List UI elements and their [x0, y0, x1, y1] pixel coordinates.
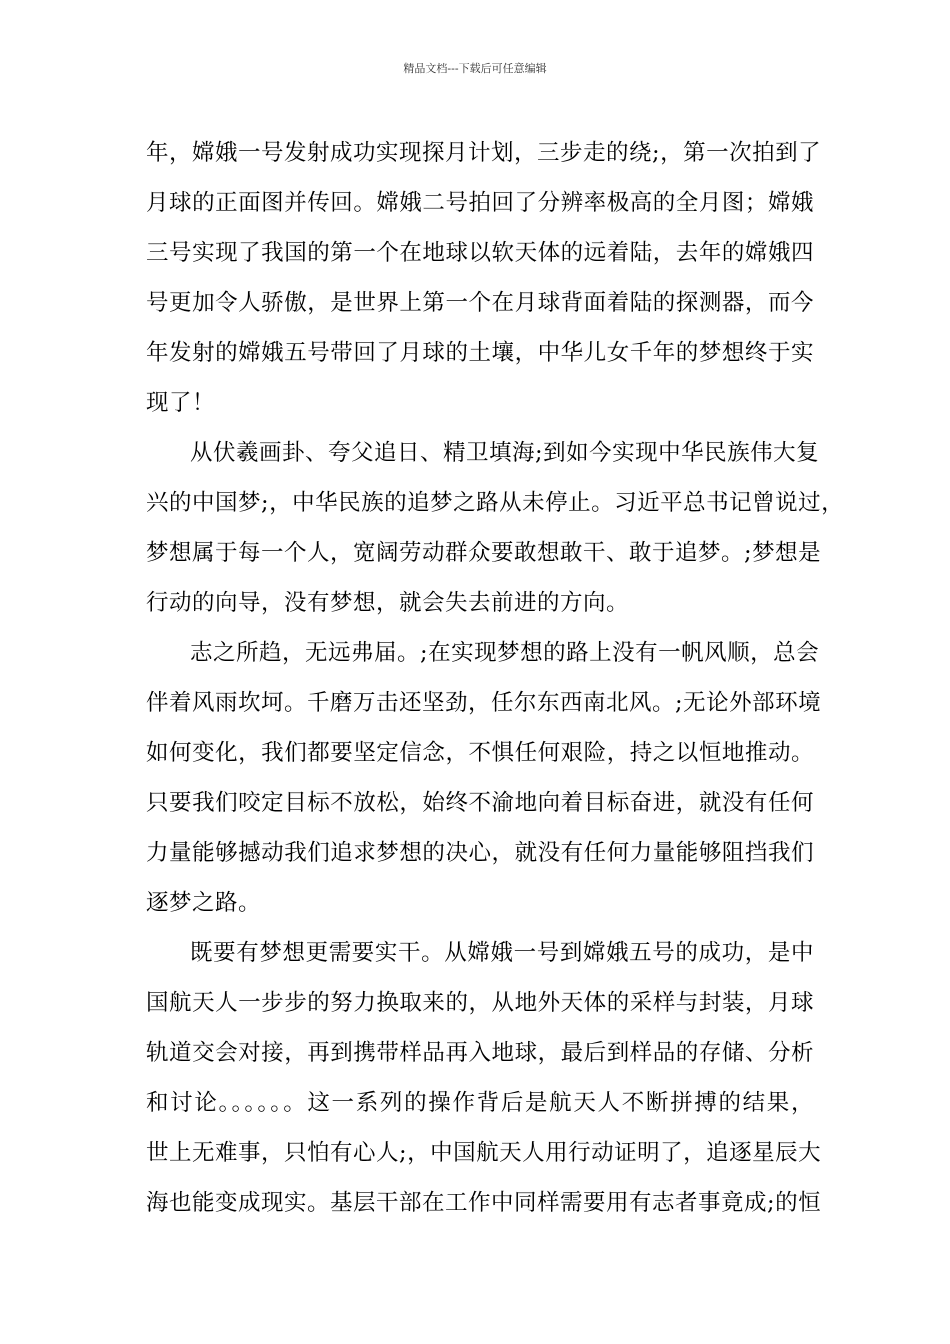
body-text	[146, 128, 845, 1228]
text-line: 号更加令人骄傲，是世界上第一个在月球背面着陆的探测器，而今	[146, 290, 814, 316]
text-line: 志之所趋，无远弗届。;在实现梦想的路上没有一帆风顺，总会	[190, 640, 820, 666]
text-line: 力量能够撼动我们追求梦想的决心，就没有任何力量能够阻挡我们	[146, 840, 814, 866]
text-line: 梦想属于每一个人，宽阔劳动群众要敢想敢干、敢于追梦。;梦想是	[146, 540, 822, 566]
text-line: 只要我们咬定目标不放松，始终不渝地向着目标奋进，就没有任何	[146, 790, 814, 816]
text-line: 既要有梦想更需要实干。从嫦娥一号到嫦娥五号的成功，是中	[190, 940, 814, 966]
text-line: 如何变化，我们都要坚定信念，不惧任何艰险，持之以恒地推动。	[146, 740, 814, 766]
text-line: 行动的向导，没有梦想，就会失去前进的方向。	[146, 590, 630, 616]
text-line: 年发射的嫦娥五号带回了月球的土壤，中华儿女千年的梦想终于实	[146, 340, 814, 366]
text-line: 轨道交会对接，再到携带样品再入地球，最后到样品的存储、分析	[146, 1040, 814, 1066]
text-line: 海也能变成现实。基层干部在工作中同样需要用有志者事竟成;的恒	[146, 1190, 822, 1216]
text-line: 年，嫦娥一号发射成功实现探月计划，三步走的绕;，第一次拍到了	[146, 140, 822, 166]
text-line: 三号实现了我国的第一个在地球以软天体的远着陆，去年的嫦娥四	[146, 240, 814, 266]
text-line: 现了！	[146, 390, 216, 416]
text-line: 月球的正面图并传回。嫦娥二号拍回了分辨率极高的全月图；嫦娥	[146, 190, 814, 216]
text-line: 从伏羲画卦、夸父追日、精卫填海;到如今实现中华民族伟大复	[190, 440, 820, 466]
text-line: 逐梦之路。	[146, 890, 262, 916]
text-line: 伴着风雨坎坷。千磨万击还坚劲，任尔东西南北风。;无论外部环境	[146, 690, 822, 716]
text-line: 国航天人一步步的努力换取来的，从地外天体的采样与封装，月球	[146, 990, 814, 1016]
text-line: 兴的中国梦;，中华民族的追梦之路从未停止。习近平总书记曾说过，	[146, 490, 845, 516]
text-line: 和讨论。。。。。。这一系列的操作背后是航天人不断拼搏的结果，	[146, 1090, 814, 1116]
page-header: 精品文档---下载后可任意编辑	[403, 62, 547, 75]
text-line: 世上无难事，只怕有心人;，中国航天人用行动证明了，追逐星辰大	[146, 1140, 822, 1166]
